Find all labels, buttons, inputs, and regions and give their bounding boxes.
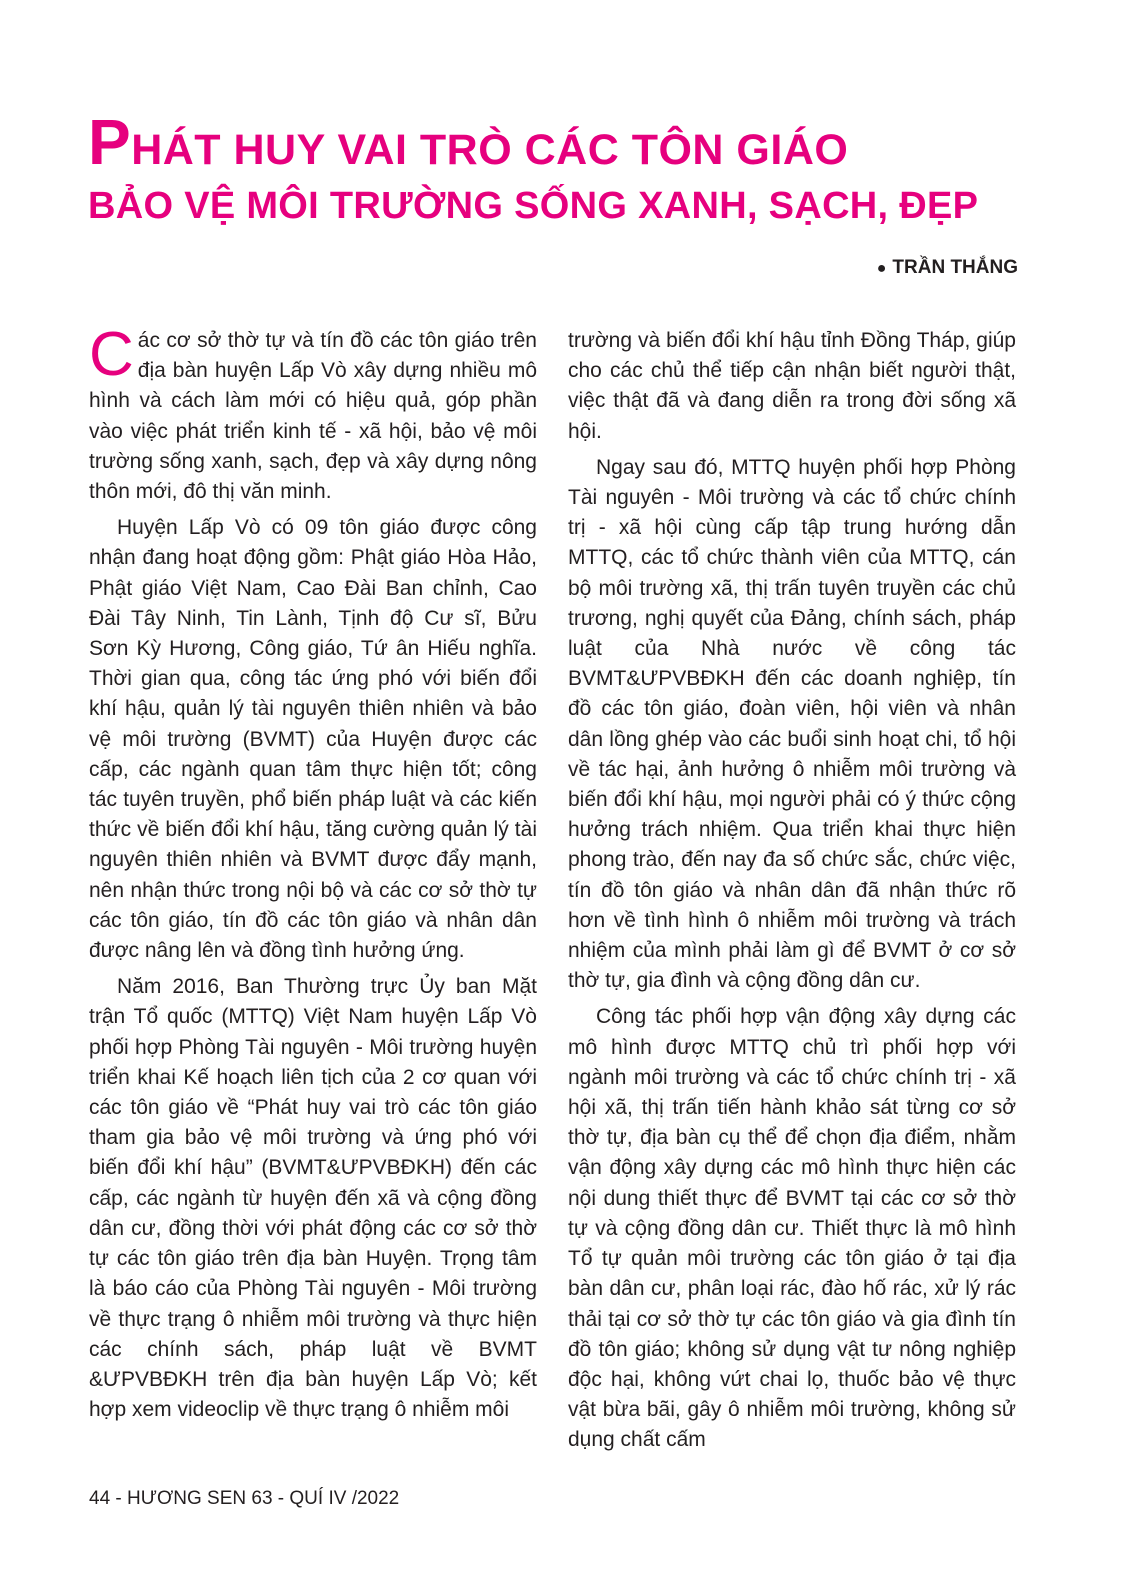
paragraph xyxy=(89,320,537,507)
column-right xyxy=(568,326,1016,1462)
byline xyxy=(877,257,1018,279)
author-name: TRẦN THẮNG xyxy=(892,257,1018,278)
title-line-2: BẢO VỆ MÔI TRƯỜNG SỐNG XANH, SẠCH, ĐẸP xyxy=(88,185,979,227)
column-left xyxy=(89,320,537,1431)
page-footer: 44 - HƯƠNG SEN 63 - QUÍ IV /2022 xyxy=(89,1488,400,1509)
title-line-1-text: HÁT HUY VAI TRÒ CÁC TÔN GIÁO xyxy=(131,126,849,174)
paragraph: Năm 2016, Ban Thường trực Ủy ban Mặt trận Tổ quốc (MTTQ) Việt Nam huyện Lấp Vò phối hợp Phòng Tài nguyên - Môi trường huyện triển khai Kế hoạch liên tịch của 2 cơ quan với các tôn giáo về “Phát huy vai trò các tôn giáo tham gia bảo vệ môi trường và ứng phó với biến đổi khí hậu” (BVMT&ƯPVBĐKH) đến các cấp, các ngành từ huyện đến xã và cộng đồng dân cư, đồng thời với phát động các cơ sở thờ tự các tôn giáo trên địa bàn Huyện. Trọng tâm là báo cáo của Phòng Tài nguyên - Môi trường về thực trạng ô nhiễm môi trường và thực hiện các chính sách, pháp luật về BVMT &ƯPVBĐKH trên địa bàn huyện Lấp Vò; kết hợp xem videoclip về thực trạng ô nhiễm môi xyxy=(89,975,537,1422)
article-title xyxy=(88,106,1028,232)
paragraph: Ngay sau đó, MTTQ huyện phối hợp Phòng Tài nguyên - Môi trường và các tổ chức chính trị - xã hội cùng cấp tập trung hướng dẫn MTTQ, các tổ chức thành viên của MTTQ, cán bộ môi trường xã, thị trấn tuyên truyền các chủ trương, nghị quyết của Đảng, chính sách, pháp luật của Nhà nước về công tác BVMT&ƯPVBĐKH đến các doanh nghiệp, tín đồ các tôn giáo, đoàn viên, hội viên và nhân dân lồng ghép vào các buổi sinh hoạt chi, tổ hội về tác hại, ảnh hưởng ô nhiễm môi trường và biến đổi khí hậu, mọi người phải có ý thức cộng hưởng trách nhiệm. Qua triển khai thực hiện phong trào, đến nay đa số chức sắc, chức việc, tín đồ tôn giáo và nhân dân đã nhận thức rõ hơn về tình hình ô nhiễm môi trường và trách nhiệm của mình phải làm gì để BVMT ở cơ sở thờ tự, gia đình và cộng đồng dân cư. xyxy=(568,455,1016,993)
title-line-1 xyxy=(88,106,1028,180)
paragraph: Công tác phối hợp vận động xây dựng các mô hình được MTTQ chủ trì phối hợp với ngành môi trường và các tổ chức chính trị - xã hội xã, thị trấn tiến hành khảo sát từng cơ sở thờ tự, địa bàn cụ thể để chọn địa điểm, nhằm vận động xây dựng các mô hình thực hiện các nội dung thiết thực để BVMT tại các cơ sở thờ tự và cộng đồng dân cư. Thiết thực là mô hình Tổ tự quản môi trường các tôn giáo ở tại địa bàn dân cư, phân loại rác, đào hố rác, xử lý rác thải tại cơ sở thờ tự các tôn giáo và gia đình tín đồ tôn giáo; không sử dụng vật tư nông nghiệp độc hại, không vứt chai lọ, thuốc bảo vệ thực vật bừa bãi, gây ô nhiễm môi trường, không sử dụng chất cấm xyxy=(568,1005,1016,1452)
paragraph-text: ác cơ sở thờ tự và tín đồ các tôn giáo trên địa bàn huyện Lấp Vò xây dựng nhiều mô hình và cách làm mới có hiệu quả, góp phần vào việc phát triển kinh tế - xã hội, bảo vệ môi trường sống xanh, sạch, đẹp và xây dựng nông thôn mới, đô thị văn minh. xyxy=(89,329,537,504)
drop-cap: C xyxy=(89,320,134,389)
paragraph: Huyện Lấp Vò có 09 tôn giáo được công nhận đang hoạt động gồm: Phật giáo Hòa Hảo, Phật giáo Việt Nam, Cao Đài Ban chỉnh, Cao Đài Tây Ninh, Tin Lành, Tịnh độ Cư sĩ, Bửu Sơn Kỳ Hương, Công giáo, Tứ ân Hiếu nghĩa. Thời gian qua, công tác ứng phó với biến đổi khí hậu, quản lý tài nguyên thiên nhiên và bảo vệ môi trường (BVMT) của Huyện được các cấp, các ngành quan tâm thực hiện tốt; công tác tuyên truyền, phổ biến pháp luật và các kiến thức về biến đổi khí hậu, tăng cường quản lý tài nguyên thiên nhiên và BVMT được đẩy mạnh, nên nhận thức trong nội bộ và các cơ sở thờ tự các tôn giáo, tín đồ các tôn giáo và nhân dân được nâng lên và đồng tình hưởng ứng. xyxy=(89,516,537,963)
bullet-icon: ● xyxy=(876,260,887,277)
paragraph: trường và biến đổi khí hậu tỉnh Đồng Tháp, giúp cho các chủ thể tiếp cận nhận biết người thật, việc thật đã và đang diễn ra trong đời sống xã hội. xyxy=(568,329,1016,443)
title-initial: P xyxy=(88,106,132,178)
